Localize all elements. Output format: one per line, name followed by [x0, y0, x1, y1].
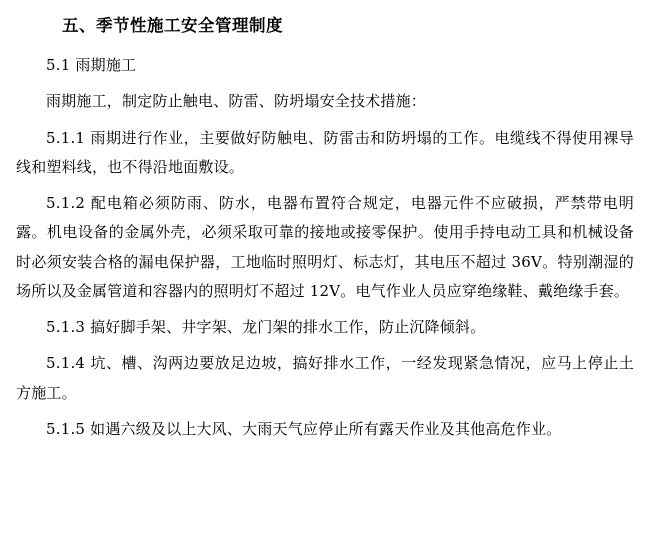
paragraph-5-1-3: 5.1.3 搞好脚手架、井字架、龙门架的排水工作，防止沉降倾斜。 [46, 318, 486, 337]
paragraph-5-1-4: 5.1.4 坑、槽、沟两边要放足边坡，搞好排水工作，一经发现紧急情况，应马上停止土方施工。 [16, 354, 634, 402]
page-title: 五、季节性施工安全管理制度 [62, 16, 283, 35]
paragraph-5-1-2: 5.1.2 配电箱必须防雨、防水，电器布置符合规定，电器元件不应破损，严禁带电明露。机电设备的金属外壳，必须采取可靠的接地或接零保护。使用手持电动工具和机械设备时必须安装合格的漏电保护器，工地临时照明灯、标志灯，其电压不超过 36V。特别潮湿的场所以及金属管道和容器内的照明灯不超过 12V。电气作业人员应穿绝缘鞋、戴绝缘手套。 [16, 194, 634, 300]
paragraph-5-1-5: 5.1.5 如遇六级及以上大风、大雨天气应停止所有露天作业及其他高危作业。 [46, 419, 562, 438]
paragraph-5-1-1: 5.1.1 雨期进行作业，主要做好防触电、防雷击和防坍塌的工作。电缆线不得使用裸导线和塑料线，也不得沿地面敷设。 [16, 128, 634, 176]
paragraph-5-1-heading: 5.1 雨期施工 [46, 56, 137, 75]
paragraph-intro: 雨期施工，制定防止触电、防雷、防坍塌安全技术措施： [46, 92, 427, 111]
